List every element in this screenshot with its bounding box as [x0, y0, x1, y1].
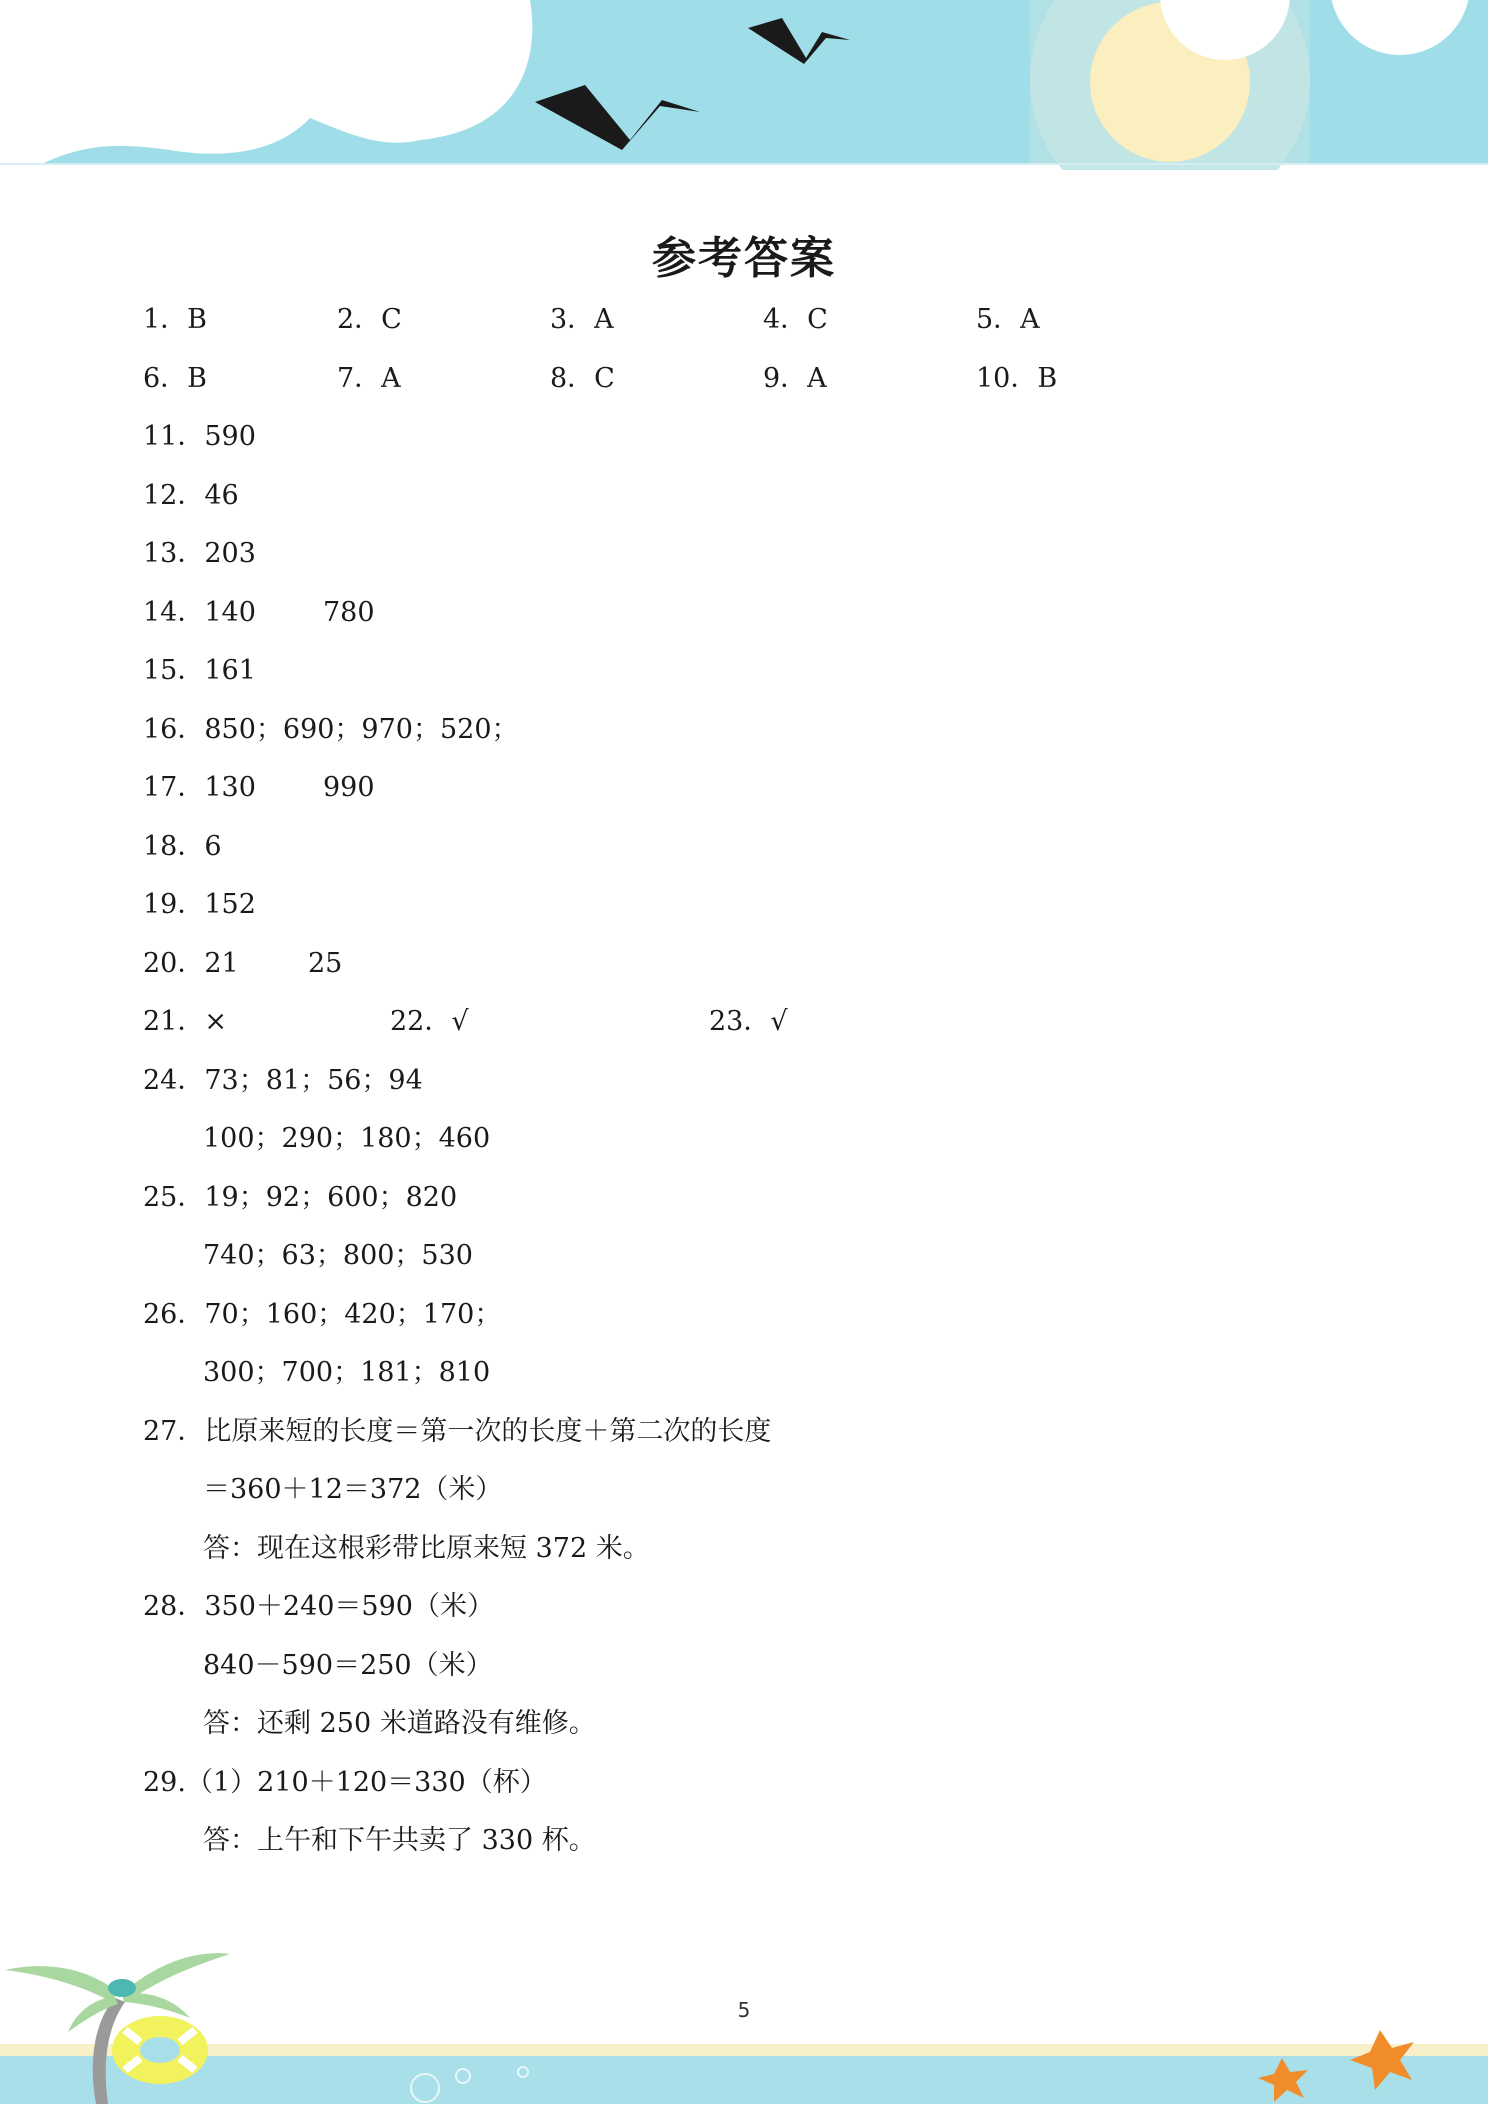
answer-4: 4．C	[763, 304, 828, 335]
answer-14-second: 780	[323, 597, 375, 628]
answer-15: 15．161	[143, 655, 256, 686]
answer-20: 20．21	[143, 948, 239, 979]
answer-27-line-3: 答：现在这根彩带比原来短 372 米。	[203, 1533, 650, 1564]
answer-8: 8．C	[550, 363, 615, 394]
answer-1: 1．B	[143, 304, 208, 335]
answer-14: 14．140	[143, 597, 256, 628]
answer-28-line-2: 840－590＝250（米）	[203, 1650, 493, 1681]
answer-18: 18．6	[143, 831, 222, 862]
answer-29-line-1: 29.（1）210＋120＝330（杯）	[143, 1767, 547, 1798]
answer-12: 12．46	[143, 480, 239, 511]
footer-beach	[0, 1930, 1488, 2104]
answer-24-line-1: 24．73；81；56；94	[143, 1065, 423, 1096]
coconut-icon	[108, 1979, 136, 1997]
swim-ring-icon	[112, 2016, 208, 2084]
answer-6: 6．B	[143, 363, 208, 394]
answer-20-second: 25	[308, 948, 343, 979]
answer-25-line-2: 740；63；800；530	[203, 1240, 473, 1271]
answer-19: 19．152	[143, 889, 256, 920]
answer-23: 23．√	[709, 1006, 788, 1037]
answer-17: 17．130	[143, 772, 256, 803]
answer-2: 2．C	[337, 304, 402, 335]
answer-28-line-1: 28．350＋240＝590（米）	[143, 1591, 494, 1622]
answer-27-line-2: ＝360＋12＝372（米）	[203, 1474, 503, 1505]
answer-7: 7．A	[337, 363, 401, 394]
answer-26-line-2: 300；700；181；810	[203, 1357, 491, 1388]
answer-9: 9．A	[763, 363, 827, 394]
answer-22: 22．√	[390, 1006, 469, 1037]
answer-5: 5．A	[976, 304, 1040, 335]
answer-13: 13．203	[143, 538, 256, 569]
header-banner	[0, 0, 1488, 170]
page-title: 参考答案	[652, 233, 836, 284]
answer-28-line-3: 答：还剩 250 米道路没有维修。	[203, 1708, 596, 1739]
answer-17-second: 990	[323, 772, 375, 803]
answer-25-line-1: 25．19；92；600；820	[143, 1182, 458, 1213]
answer-24-line-2: 100；290；180；460	[203, 1123, 491, 1154]
answer-10: 10．B	[976, 363, 1058, 394]
answer-27-line-1: 27．比原来短的长度＝第一次的长度＋第二次的长度	[143, 1416, 772, 1447]
answer-3: 3．A	[550, 304, 614, 335]
answer-29-line-2: 答：上午和下午共卖了 330 杯。	[203, 1825, 596, 1856]
answer-11: 11．590	[143, 421, 256, 452]
answer-26-line-1: 26．70；160；420；170；	[143, 1299, 502, 1330]
answer-16: 16．850；690；970；520；	[143, 714, 519, 745]
page-number: 5	[737, 1998, 751, 2022]
answer-21: 21．×	[143, 1006, 227, 1037]
